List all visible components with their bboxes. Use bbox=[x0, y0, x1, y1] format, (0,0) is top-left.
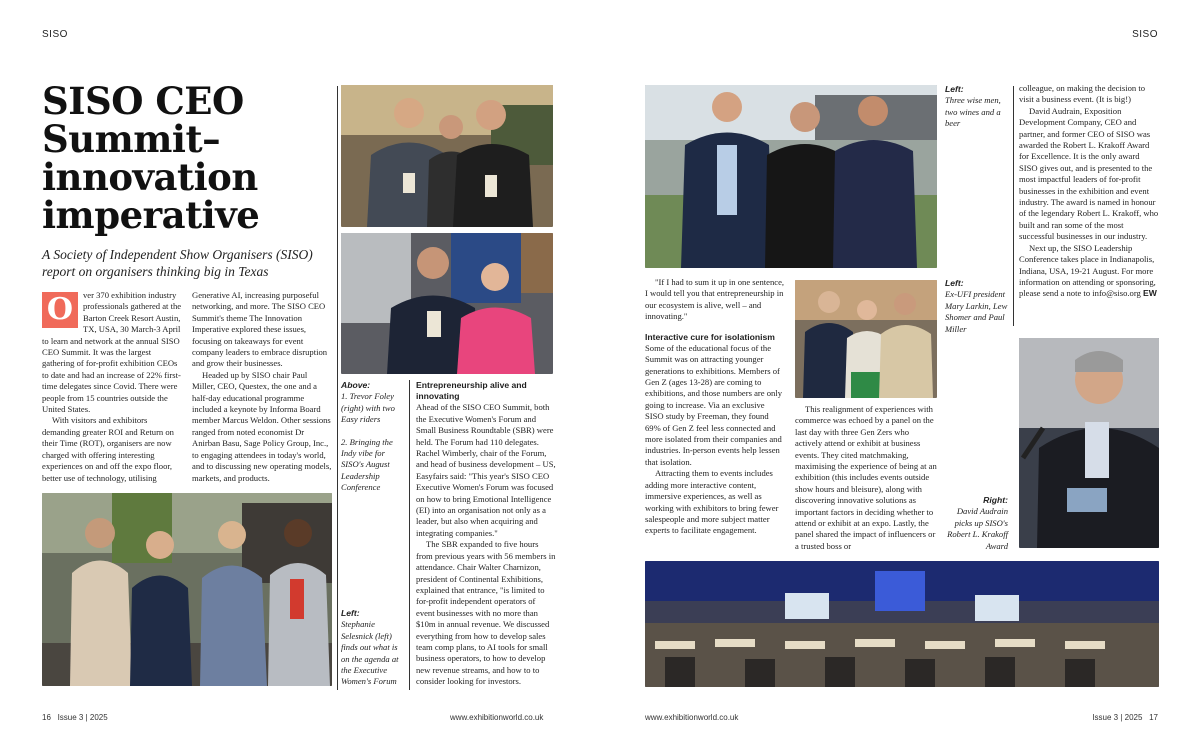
page-number: 17 bbox=[1149, 713, 1158, 722]
pull-quote-paragraph: "If I had to sum it up in one sentence, I would tell you that entrepreneurship in our ecosystem is alive, well – and innovating." bbox=[645, 277, 785, 322]
column-rule bbox=[1013, 86, 1014, 326]
caption-david-audrain bbox=[940, 495, 1008, 552]
body-column-5 bbox=[795, 404, 937, 552]
caption-text: Stephanie Selesnick (left) finds out what is on the agenda at the Executive Women's Forum bbox=[341, 619, 399, 687]
caption-ufi-president bbox=[945, 278, 1013, 335]
footer-right bbox=[1092, 713, 1158, 722]
caption-text: Three wise men, two wines and a beer bbox=[945, 95, 1001, 129]
body-column-1 bbox=[42, 290, 184, 484]
column-rule bbox=[337, 86, 338, 690]
article-standfirst: A Society of Independent Show Organisers (SISO) report on organisers thinking big in Texas bbox=[42, 247, 313, 279]
body-column-4 bbox=[645, 277, 785, 537]
body-column-3 bbox=[416, 380, 556, 688]
paragraph: With visitors and exhibitors demanding greater ROI and Return on their Time (ROT), organisers are now charged with offering interesting experiences on and off the expo floor, better use of technology, utilising bbox=[42, 415, 174, 483]
section-tag-right: SISO bbox=[1132, 29, 1158, 40]
photo-trevor-foley bbox=[341, 85, 553, 227]
paragraph: ver 370 exhibition industry professionals gathered at the Barton Creek Resort Austin, TX, USA, 30 March-3 April to learn and network at the annual SISO CEO Summit. It was the largest gathering of for-profit exhibition CEOs to date and had an increase of 22% first-time delegates since Covid. There were people from 15 countries outside the United States. bbox=[42, 290, 182, 415]
issue-label: Issue 3 | 2025 bbox=[57, 713, 108, 722]
subheading: Interactive cure for isolationism bbox=[645, 331, 775, 342]
section-tag-left: SISO bbox=[42, 29, 68, 40]
caption-three-wise-men bbox=[945, 84, 1013, 130]
paragraph: Attracting them to events includes adding more interactive content, immersive experiences, as well as working with exhibitors to bring fewer salespeople and more subject matter experts to facilitate engagement. bbox=[645, 468, 779, 536]
paragraph: Headed up by SISO chair Paul Miller, CEO, Questex, the one and a half-day educational programme included a keynote by Informa Board member Marcus Weldon. Other sessions ranged from noted economist Dr Anirban Basu, Sage Policy Group, Inc., to engaging attendees in today's world, and to discussing new operating models, markets, and products. bbox=[192, 369, 332, 483]
photo-ufi-president bbox=[795, 280, 937, 398]
photo-indy-vibe bbox=[341, 233, 553, 374]
photo-three-wise-men bbox=[645, 85, 937, 268]
paragraph: The SBR expanded to five hours from previous years with 56 members in attendance. Chair Walter Charnizon, president of Continental Exhibitions, explained that entrance, "is limited to for-profit independent operators of event businesses with no more than $10m in annual revenue. We discussed everything from how to develop sales team comp plans, to AI tools for small business operators, to how to develop new revenue streams, and how to to consider looking for investors. bbox=[416, 539, 556, 687]
caption-text: David Audrain picks up SISO's Robert L. Krakoff Award bbox=[947, 506, 1008, 551]
footer-left bbox=[42, 713, 108, 722]
issue-label: Issue 3 | 2025 bbox=[1092, 713, 1143, 722]
paragraph-text: Next up, the SISO Leadership Conference takes place in Indianapolis, Indiana, USA, 19-21 August. For more information on attending or sponsoring, please send a note to info@siso.org bbox=[1019, 242, 1156, 299]
caption-above bbox=[341, 380, 405, 494]
caption-label: Left: bbox=[945, 84, 964, 94]
body-column-6 bbox=[1019, 83, 1159, 300]
page-number: 16 bbox=[42, 713, 51, 722]
caption-label: Above: bbox=[341, 380, 371, 390]
footer-url-left[interactable]: www.exhibitionworld.co.uk bbox=[450, 713, 544, 722]
caption-text: Ex-UFI president Mary Larkin, Lew Shomer and Paul Miller bbox=[945, 289, 1008, 334]
photo-david-audrain-award bbox=[1019, 338, 1159, 548]
photo-executive-womens-forum bbox=[42, 493, 332, 686]
caption-text: 2. Bringing the Indy vibe for SISO's August Leadership Conference bbox=[341, 436, 393, 493]
caption-label: Left: bbox=[945, 278, 964, 288]
subheading: Entrepreneurship alive and innovating bbox=[416, 380, 527, 402]
body-column-2 bbox=[192, 290, 332, 484]
article-headline: SISO CEO Summit– innovation imperative bbox=[42, 79, 260, 237]
paragraph: David Audrain, Exposition Development Company, CEO and partner, and former CEO of SISO was awarded the Robert L. Krakoff Award for Excellence. It is the only award SISO gives out, and is presented to the most impactful leaders of for-profit businesses in the exhibition and event industry. The award is named in honour of the legendary Robert L. Krakoff, who built and ran some of the most successful businesses in our industry. bbox=[1019, 105, 1159, 242]
caption-left-forum bbox=[341, 608, 405, 688]
paragraph: Some of the educational focus of the Summit was on attracting younger generations to exhibitions. Members of Gen Z (ages 13-28) are coming to exhibitions, and those numbers are only going to increase. Via an exclusive SISO study by Freeman, they found 69% of Gen Z feel less connected and more isolated from their companies and industries. In-person events help lessen that isolation. bbox=[645, 342, 782, 467]
drop-cap: O bbox=[42, 292, 78, 328]
footer-url-right[interactable]: www.exhibitionworld.co.uk bbox=[645, 713, 739, 722]
caption-text: 1. Trevor Foley (right) with two Easy riders bbox=[341, 391, 395, 425]
photo-conference-hall bbox=[645, 561, 1159, 687]
paragraph bbox=[1019, 243, 1159, 300]
column-rule bbox=[409, 380, 410, 690]
paragraph: This realignment of experiences with commerce was echoed by a panel on the last day with three Gen Zers who actively attend or exhibit at business events. They cited matchmaking, maximising the experience of being at an exhibition (this includes events outside show hours and bleisure), along with discovering innovative solutions as important factors in deciding whether to attend or exhibit at an expo. Lastly, the panel shared the impact of influencers or a trusted boss or bbox=[795, 404, 937, 551]
caption-label: Right: bbox=[983, 495, 1008, 505]
paragraph: Generative AI, increasing purposeful networking, and more. The SISO CEO Summit's theme The Innovation Imperative explored these issues, focusing on takeaways for event company leaders to embrace disruption and grow their businesses. bbox=[192, 290, 328, 369]
caption-label: Left: bbox=[341, 608, 360, 618]
signoff: EW bbox=[1143, 288, 1157, 299]
paragraph: colleague, on making the decision to visit a business event. (It is big!) bbox=[1019, 83, 1146, 105]
paragraph: Ahead of the SISO CEO Summit, both the Executive Women's Forum and Small Business Roundtable (SBR) were held. The Forum had 110 delegates. Rachel Wimberly, chair of the Forum, and head of business development – US, Easyfairs said: "This year's SISO CEO Executive Women's Forum was focused on how to bring Emotional Intelligence (EI) into an organisation not only as a leader, but also when acquiring and integrating companies." bbox=[416, 402, 556, 538]
